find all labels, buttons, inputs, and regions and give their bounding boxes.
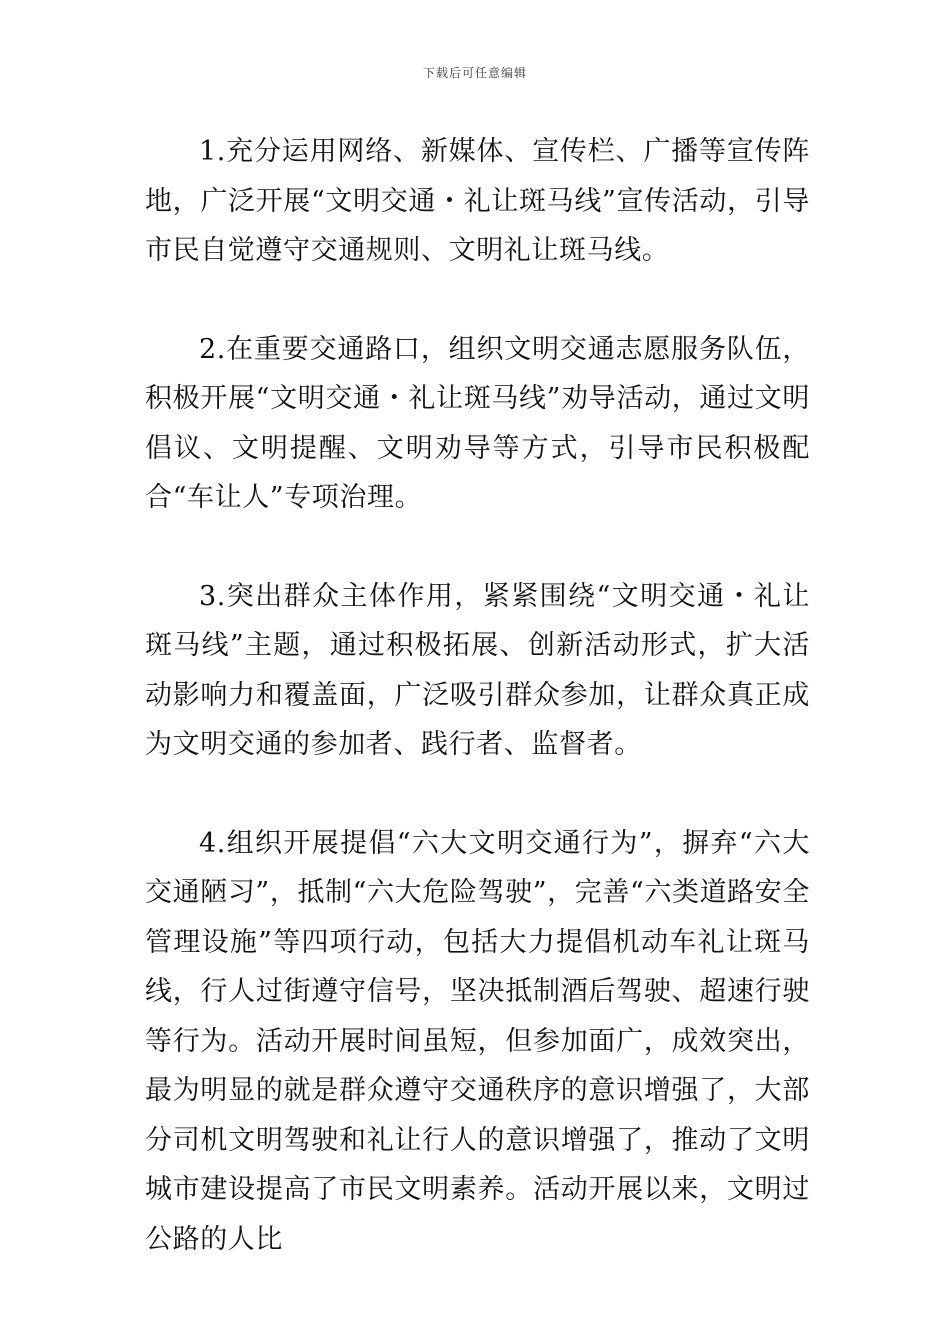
paragraph-1: 1.充分运用网络、新媒体、宣传栏、广播等宣传阵地，广泛开展“文明交通・礼让斑马线”宣传活动，引导市民自觉遵守交通规则、文明礼让斑马线。 — [145, 136, 810, 266]
page-header: 下载后可任意编辑 — [422, 66, 527, 80]
paragraph-4: 4.组织开展提倡“六大文明交通行为”，摒弃“六大交通陋习”，抵制“六大危险驾驶”，完善“六类道路安全管理设施”等四项行动，包括大力提倡机动车礼让斑马线，行人过街遵守信号，坚决抵制酒后驾驶、超速行驶等行为。活动开展时间虽短，但参加面广，成效突出，最为明显的就是群众遵守交通秩序的意识增强了，大部分司机文明驾驶和礼让行人的意识增强了，推动了文明城市建设提高了市民文明素养。活动开展以来，文明过公路的人比 — [145, 827, 810, 1255]
paragraph-2: 2.在重要交通路口，组织文明交通志愿服务队伍，积极开展“文明交通・礼让斑马线”劝导活动，通过文明倡议、文明提醒、文明劝导等方式，引导市民积极配合“车让人”专项治理。 — [145, 333, 810, 513]
document-body — [145, 127, 810, 1264]
paragraph-3: 3.突出群众主体作用，紧紧围绕“文明交通・礼让斑马线”主题，通过积极拓展、创新活动形式，扩大活动影响力和覆盖面，广泛吸引群众参加，让群众真正成为文明交通的参加者、践行者、监督者。 — [145, 580, 810, 760]
